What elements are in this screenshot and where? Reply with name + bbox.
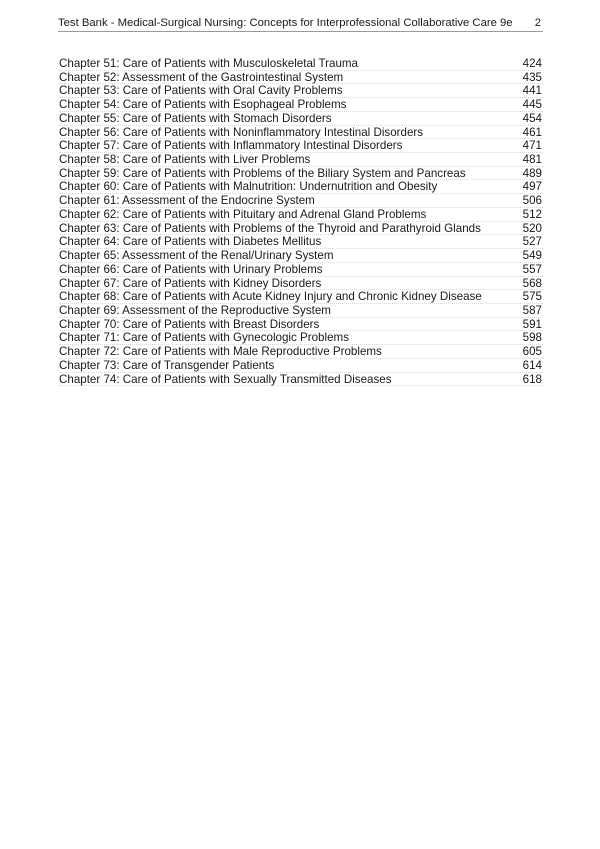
toc-entry-page: 441 — [522, 84, 542, 98]
toc-entry-page: 549 — [522, 249, 542, 263]
toc-entry-title: Chapter 67: Care of Patients with Kidney Disorders — [59, 276, 322, 290]
toc-entry — [59, 139, 543, 153]
toc-entry-title: Chapter 51: Care of Patients with Musculoskeletal Trauma — [59, 57, 359, 70]
toc-entry-page: 527 — [522, 235, 542, 249]
toc-entry-page: 506 — [522, 194, 542, 208]
toc-entry — [59, 359, 543, 373]
toc-entry — [59, 194, 543, 208]
toc-entry-page: 481 — [522, 153, 542, 167]
toc-entry-title: Chapter 70: Care of Patients with Breast Disorders — [59, 317, 320, 331]
toc-entry — [59, 290, 543, 304]
toc-entry-title: Chapter 56: Care of Patients with Noninflammatory Intestinal Disorders — [59, 125, 424, 139]
toc-entry-title: Chapter 62: Care of Patients with Pituitary and Adrenal Gland Problems — [59, 207, 427, 221]
toc-entry-page: 489 — [522, 166, 542, 180]
header-page-number: 2 — [534, 17, 541, 29]
toc-entry-page: 568 — [522, 276, 542, 290]
toc-entry-title: Chapter 57: Care of Patients with Inflammatory Intestinal Disorders — [59, 139, 403, 153]
toc-entry-page: 614 — [522, 358, 542, 372]
toc-entry-title: Chapter 69: Assessment of the Reproductive System — [59, 303, 331, 317]
toc-entry — [59, 112, 543, 126]
toc-entry-page: 454 — [522, 111, 542, 125]
toc-entry-title: Chapter 64: Care of Patients with Diabetes Mellitus — [59, 235, 322, 249]
toc-entry — [59, 167, 543, 181]
toc-entry-page: 520 — [522, 221, 542, 235]
toc-entry — [59, 71, 543, 85]
toc-entry-page: 587 — [522, 303, 542, 317]
toc-entry-title: Chapter 71: Care of Patients with Gynecologic Problems — [59, 331, 349, 345]
toc-entry — [59, 318, 543, 332]
toc-entry — [59, 345, 543, 359]
toc-entry — [59, 277, 543, 291]
toc-entry — [59, 153, 543, 167]
header-title: Test Bank - Medical-Surgical Nursing: Concepts for Interprofessional Collaborative Care 9e — [58, 17, 513, 29]
toc-entry-page: 424 — [522, 57, 542, 70]
toc-entry-title: Chapter 59: Care of Patients with Problems of the Biliary System and Pancreas — [59, 166, 466, 180]
toc-entry — [59, 222, 543, 236]
toc-entry-page: 461 — [522, 125, 542, 139]
toc-entry-page: 435 — [522, 70, 542, 84]
toc-entry-title: Chapter 58: Care of Patients with Liver Problems — [59, 153, 311, 167]
toc-entry-title: Chapter 60: Care of Patients with Malnutrition: Undernutrition and Obesity — [59, 180, 438, 194]
toc-entry-page: 471 — [522, 139, 542, 153]
toc-entry-page: 497 — [522, 180, 542, 194]
toc-entry — [59, 126, 543, 140]
toc-entry-page: 598 — [522, 331, 542, 345]
toc-entry-title: Chapter 63: Care of Patients with Problems of the Thyroid and Parathyroid Glands — [59, 221, 481, 235]
toc-entry-title: Chapter 65: Assessment of the Renal/Urinary System — [59, 249, 334, 263]
toc-entry-title: Chapter 73: Care of Transgender Patients — [59, 358, 275, 372]
toc-entry — [59, 331, 543, 345]
toc-entry — [59, 304, 543, 318]
toc-entry — [59, 180, 543, 194]
toc-entry-page: 575 — [522, 290, 542, 304]
toc-entry-title: Chapter 61: Assessment of the Endocrine System — [59, 194, 315, 208]
toc-entry-page: 445 — [522, 98, 542, 112]
toc-entry-title: Chapter 68: Care of Patients with Acute Kidney Injury and Chronic Kidney Disease — [59, 290, 482, 304]
toc-entry — [59, 373, 543, 387]
toc-entry-title: Chapter 52: Assessment of the Gastrointestinal System — [59, 70, 344, 84]
toc-entry — [59, 249, 543, 263]
toc-entry — [59, 57, 543, 71]
toc-entry-page: 557 — [522, 262, 542, 276]
toc-entry-page: 618 — [522, 372, 542, 386]
toc-entry-page: 591 — [522, 317, 542, 331]
toc-entry-title: Chapter 66: Care of Patients with Urinary Problems — [59, 262, 323, 276]
toc-entry — [59, 263, 543, 277]
page-header — [58, 15, 543, 32]
toc-entry-title: Chapter 55: Care of Patients with Stomach Disorders — [59, 111, 332, 125]
toc-entry-page: 605 — [522, 345, 542, 359]
toc-entry — [59, 208, 543, 222]
toc-entry-title: Chapter 54: Care of Patients with Esophageal Problems — [59, 98, 347, 112]
toc-entry — [59, 98, 543, 112]
toc-entry — [59, 235, 543, 249]
toc-entry-title: Chapter 74: Care of Patients with Sexually Transmitted Diseases — [59, 372, 392, 386]
toc-entry — [59, 84, 543, 98]
toc-entry-title: Chapter 72: Care of Patients with Male Reproductive Problems — [59, 345, 382, 359]
toc-entry-title: Chapter 53: Care of Patients with Oral Cavity Problems — [59, 84, 343, 98]
table-of-contents — [59, 57, 543, 386]
toc-entry-page: 512 — [522, 207, 542, 221]
